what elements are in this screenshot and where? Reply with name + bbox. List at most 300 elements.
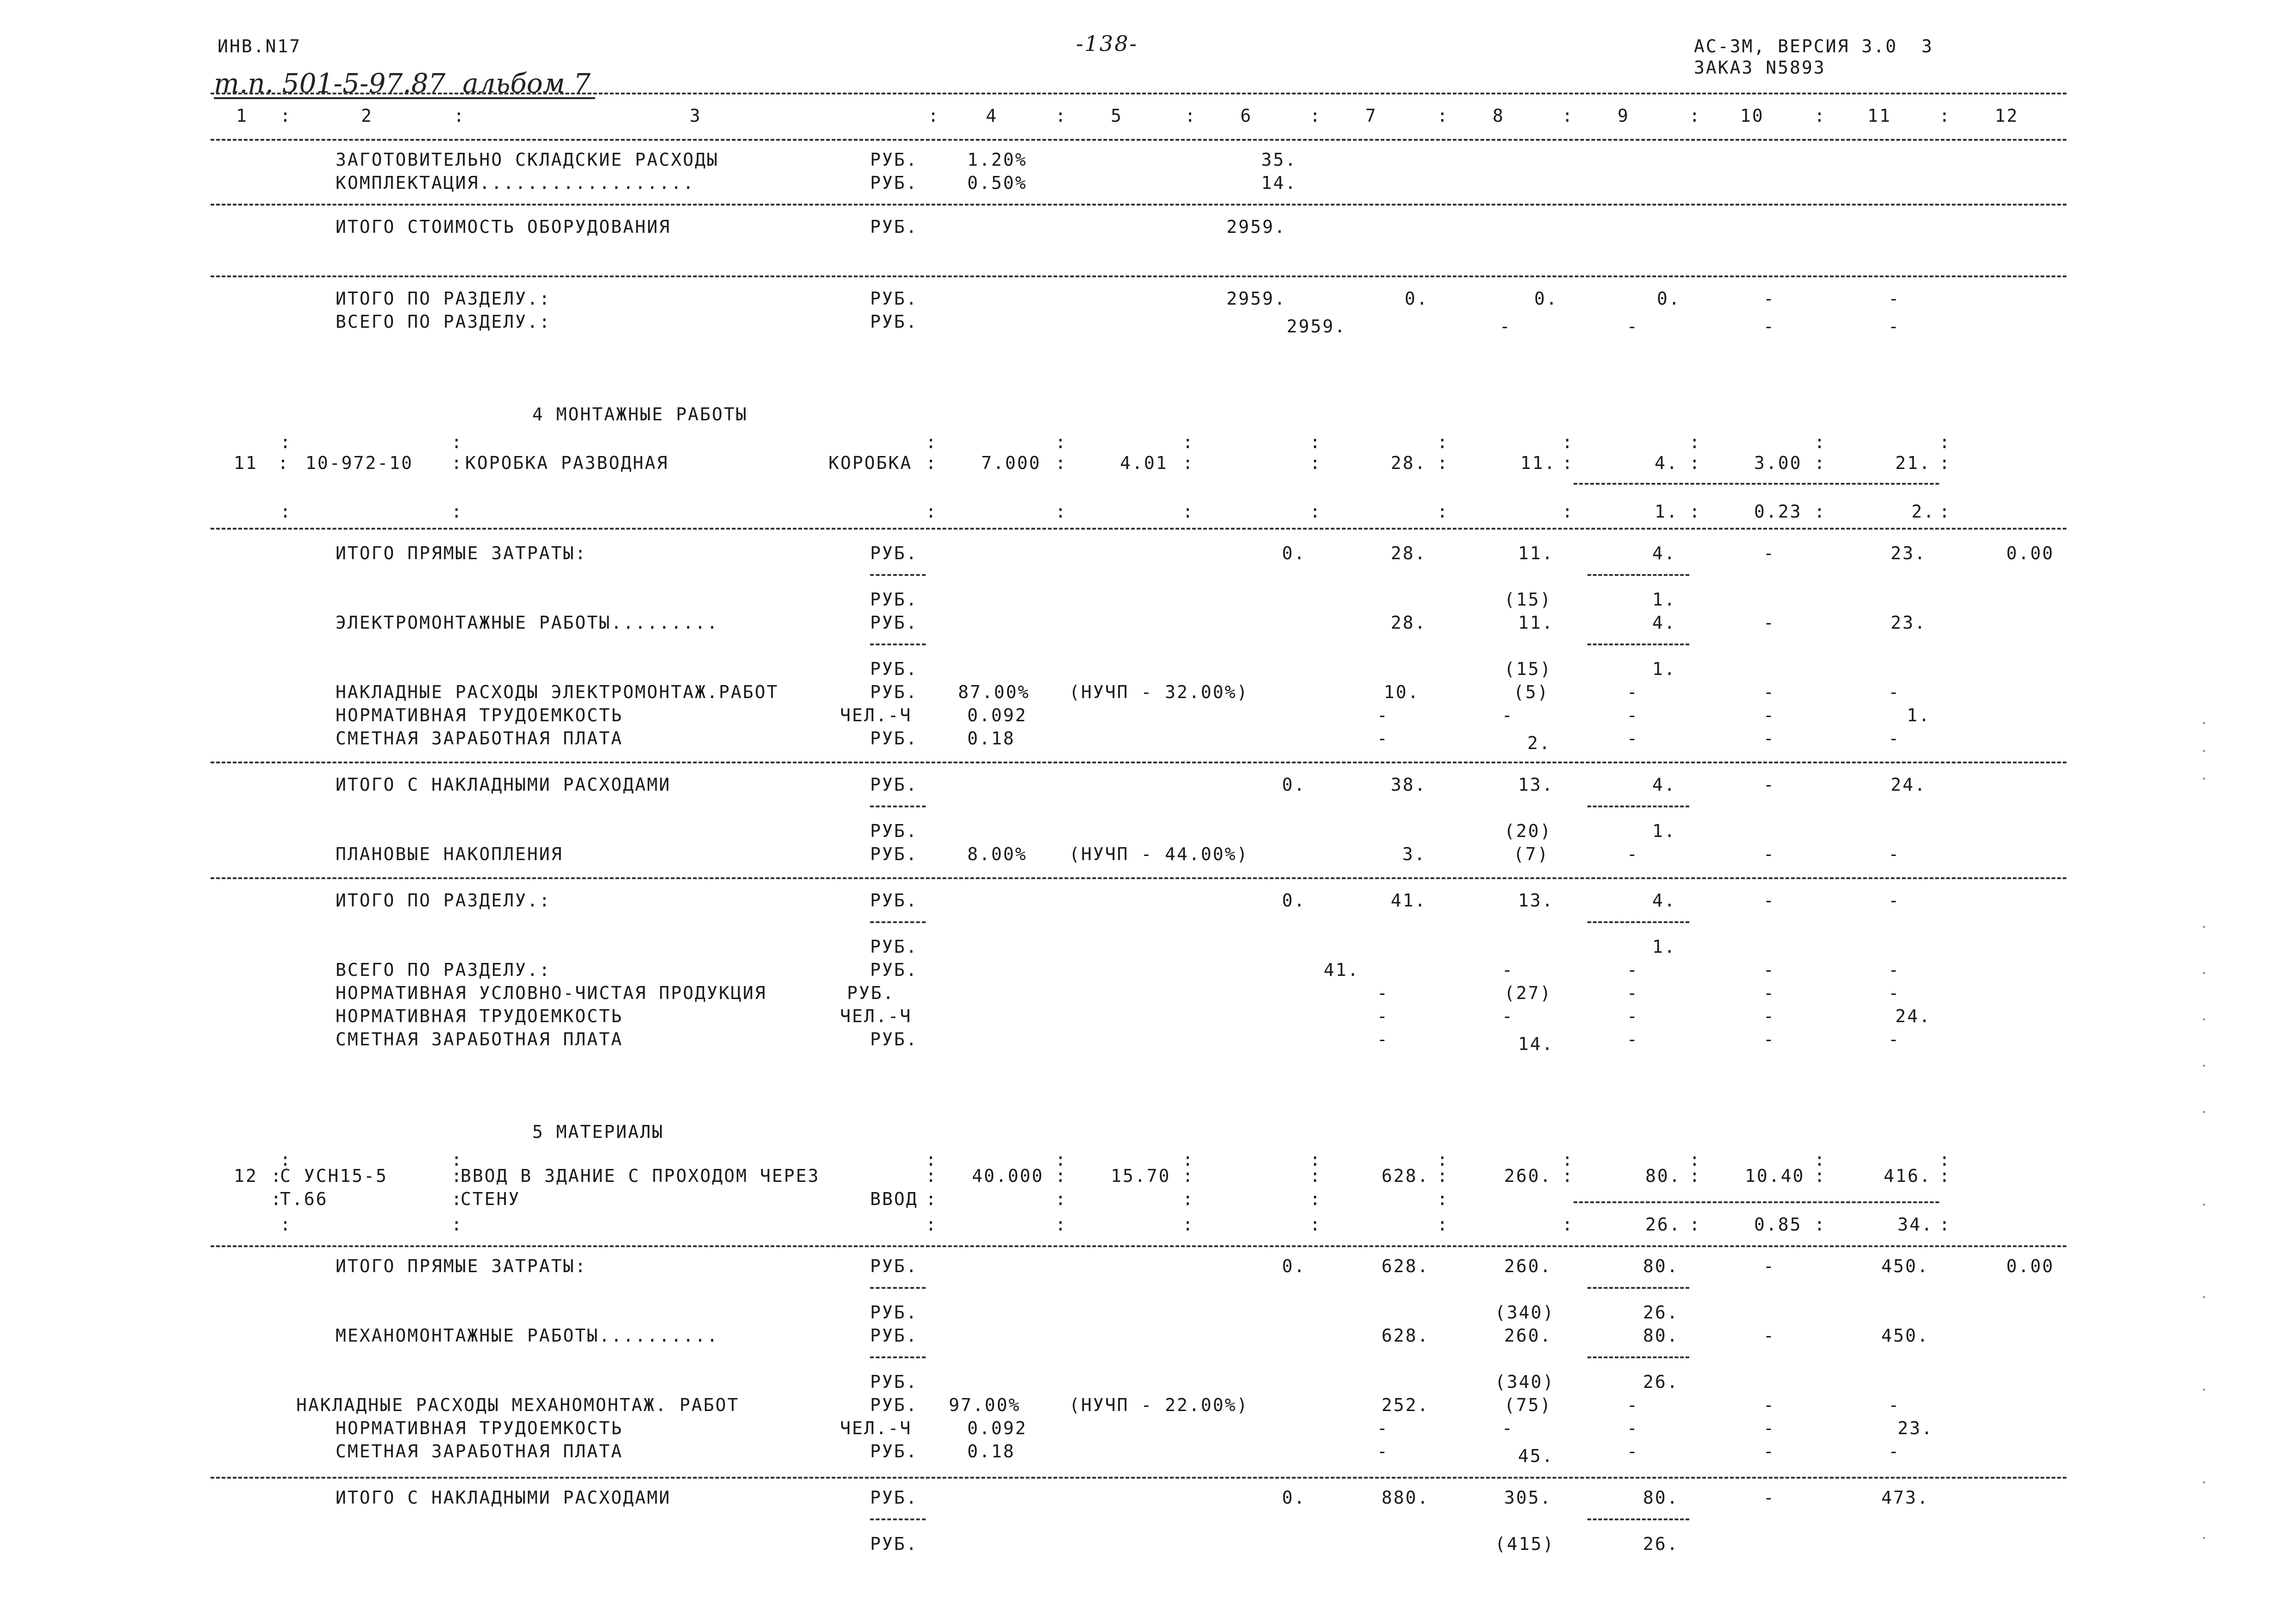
colon: : xyxy=(1437,432,1449,452)
sub-rule xyxy=(1574,1201,1939,1203)
row-c11: 1. xyxy=(1907,705,1931,725)
row-c8: 260. xyxy=(1504,1256,1552,1276)
row-c9: - xyxy=(1627,728,1639,749)
row-c10: - xyxy=(1763,288,1775,309)
colon: : xyxy=(280,501,292,522)
colon: : xyxy=(1310,432,1322,452)
row-c7: - xyxy=(1377,705,1389,725)
colon: : xyxy=(1562,1214,1574,1235)
row-unit: РУБ. xyxy=(870,1256,918,1276)
colon: : xyxy=(926,1166,938,1186)
colon: : xyxy=(451,1214,463,1235)
sub-rule xyxy=(1587,806,1689,807)
colon: : xyxy=(1689,106,1701,126)
row-unit: РУБ. xyxy=(847,983,895,1003)
colon: : xyxy=(928,106,940,126)
row-c10: - xyxy=(1763,1029,1775,1049)
colon: : xyxy=(1310,106,1322,126)
colon: : xyxy=(1055,1149,1067,1170)
sub-rule xyxy=(1587,921,1689,923)
row-pct: 8.00% xyxy=(967,844,1027,864)
row-label: НОРМАТИВНАЯ ТРУДОЕМКОСТЬ xyxy=(336,1418,623,1438)
row-unit: РУБ. xyxy=(870,890,918,911)
colon: : xyxy=(1939,432,1951,452)
colon: : xyxy=(1055,106,1067,126)
row-c8: - xyxy=(1502,705,1514,725)
colon: : xyxy=(280,1214,292,1235)
item-unit: ВВОД xyxy=(870,1189,918,1209)
colon: : xyxy=(1562,1166,1574,1186)
item-c9b: 1. xyxy=(1655,501,1679,522)
row-c7: 28. xyxy=(1391,612,1427,633)
row-c8: - xyxy=(1500,316,1512,337)
row-pct: 97.00% xyxy=(949,1395,1021,1415)
row-c9: 4. xyxy=(1652,775,1676,795)
row-nuchp: (НУЧП - 32.00%) xyxy=(1069,682,1249,702)
row-c8: - xyxy=(1502,960,1514,980)
row-c9: 4. xyxy=(1652,890,1676,911)
colon: : xyxy=(454,106,466,126)
item-name-2: СТЕНУ xyxy=(460,1189,521,1209)
row-unit: РУБ. xyxy=(870,937,918,957)
rule xyxy=(211,528,2066,530)
row-nuchp: (НУЧП - 22.00%) xyxy=(1069,1395,1249,1415)
item-price: 4.01 xyxy=(1120,453,1168,473)
inventory-number: ИНВ.N17 xyxy=(218,36,302,56)
row-c8: (75) xyxy=(1504,1395,1552,1415)
row-c9: - xyxy=(1627,1418,1639,1438)
row-c11: - xyxy=(1888,1029,1900,1049)
row-c11: - xyxy=(1888,728,1900,749)
item-unit: КОРОБКА xyxy=(828,453,913,473)
rule xyxy=(211,877,2066,879)
row-c11: 24. xyxy=(1895,1006,1931,1026)
row-c8: 13. xyxy=(1518,775,1554,795)
row-unit: РУБ. xyxy=(870,728,918,749)
scan-mark xyxy=(2203,750,2205,752)
item-c11: 416. xyxy=(1884,1166,1932,1186)
colon: : xyxy=(1814,1214,1826,1235)
colon: : xyxy=(451,453,463,473)
row-label: СМЕТНАЯ ЗАРАБОТНАЯ ПЛАТА xyxy=(336,1029,623,1049)
colon: : xyxy=(1939,1214,1951,1235)
colon: : xyxy=(1562,453,1574,473)
colon: : xyxy=(1182,1166,1195,1186)
rule xyxy=(211,139,2066,141)
row-c8: 11. xyxy=(1518,543,1554,563)
row-c10: - xyxy=(1763,890,1775,911)
row-nuchp: (НУЧП - 44.00%) xyxy=(1069,844,1249,864)
row-val: 0.18 xyxy=(967,728,1015,749)
colon: : xyxy=(926,501,938,522)
row-c7: - xyxy=(1377,1441,1389,1462)
row-c10: - xyxy=(1763,983,1775,1003)
row-c8: (15) xyxy=(1504,659,1552,679)
colon: : xyxy=(1939,501,1951,522)
row-c8: (340) xyxy=(1495,1302,1555,1323)
row-val: 0.092 xyxy=(967,1418,1027,1438)
rule xyxy=(211,93,2066,94)
row-c9: 4. xyxy=(1652,543,1676,563)
colon: : xyxy=(1055,1214,1067,1235)
row-c11: - xyxy=(1888,1395,1900,1415)
row-c11: 450. xyxy=(1881,1256,1929,1276)
colon: : xyxy=(1814,1166,1826,1186)
item-qty: 7.000 xyxy=(981,453,1041,473)
row-c8: (7) xyxy=(1513,844,1549,864)
item-c11b: 34. xyxy=(1898,1214,1934,1235)
colon: : xyxy=(1055,432,1067,452)
col-num: 8 xyxy=(1493,106,1505,126)
row-pct: 87.00% xyxy=(958,682,1030,702)
colon: : xyxy=(1185,106,1197,126)
colon: : xyxy=(1055,1166,1067,1186)
scan-mark xyxy=(2203,1204,2205,1206)
colon: : xyxy=(451,501,463,522)
rule xyxy=(211,204,2066,206)
row-label: ИТОГО ПРЯМЫЕ ЗАТРАТЫ: xyxy=(336,1256,587,1276)
row-c9: 1. xyxy=(1652,659,1676,679)
scan-mark xyxy=(2203,926,2205,928)
colon: : xyxy=(1182,1214,1195,1235)
colon: : xyxy=(451,432,463,452)
row-unit: РУБ. xyxy=(870,659,918,679)
row-unit: РУБ. xyxy=(870,1029,918,1049)
row-c8: 0. xyxy=(1534,288,1558,309)
row-c6: 0. xyxy=(1282,1256,1306,1276)
colon: : xyxy=(1689,453,1701,473)
row-label: ИТОГО С НАКЛАДНЫМИ РАСХОДАМИ xyxy=(336,775,671,795)
row-unit: РУБ. xyxy=(870,1534,918,1554)
row-c11: 23. xyxy=(1891,612,1927,633)
row-unit: РУБ. xyxy=(870,1325,918,1346)
sub-rule xyxy=(1587,1356,1689,1358)
colon: : xyxy=(451,1166,463,1186)
row-c7: 38. xyxy=(1391,775,1427,795)
item-c10b: 0.23 xyxy=(1754,501,1802,522)
colon: : xyxy=(1689,1166,1701,1186)
col-num: 6 xyxy=(1240,106,1252,126)
item-code-2: Т.66 xyxy=(280,1189,328,1209)
colon: : xyxy=(1182,453,1195,473)
rule xyxy=(211,1245,2066,1247)
rule xyxy=(211,1477,2066,1479)
section-title: 4 МОНТАЖНЫЕ РАБОТЫ xyxy=(532,404,748,425)
colon: : xyxy=(1437,1149,1449,1170)
item-price: 15.70 xyxy=(1111,1166,1171,1186)
row-c7: - xyxy=(1377,1029,1389,1049)
row-c7: - xyxy=(1377,1418,1389,1438)
sub-rule xyxy=(870,1287,926,1289)
colon: : xyxy=(1939,106,1951,126)
colon: : xyxy=(1437,1166,1449,1186)
row-c6: 14. xyxy=(1261,173,1297,193)
row-c7: - xyxy=(1377,1006,1389,1026)
row-c11: 450. xyxy=(1881,1325,1929,1346)
item-number: 11 xyxy=(234,453,258,473)
row-c7: 252. xyxy=(1381,1395,1430,1415)
row-unit: РУБ. xyxy=(870,612,918,633)
row-label: МЕХАНОМОНТАЖНЫЕ РАБОТЫ.......... xyxy=(336,1325,719,1346)
row-c7: 41. xyxy=(1391,890,1427,911)
row-c9: - xyxy=(1627,316,1639,337)
scan-mark xyxy=(2203,1537,2205,1539)
item-c7: 628. xyxy=(1381,1166,1430,1186)
row-c9: - xyxy=(1627,1441,1639,1462)
row-c7: - xyxy=(1377,983,1389,1003)
colon: : xyxy=(1689,1214,1701,1235)
colon: : xyxy=(1055,453,1067,473)
item-code: С УСН15-5 xyxy=(280,1166,388,1186)
row-label: НОРМАТИВНАЯ ТРУДОЕМКОСТЬ xyxy=(336,1006,623,1026)
row-c10: - xyxy=(1763,316,1775,337)
colon: : xyxy=(1437,106,1449,126)
row-c11: - xyxy=(1888,288,1900,309)
row-unit: РУБ. xyxy=(870,1372,918,1392)
row-c9: - xyxy=(1627,960,1639,980)
row-c8: 13. xyxy=(1518,890,1554,911)
row-c9: 1. xyxy=(1652,937,1676,957)
row-c11: - xyxy=(1888,316,1900,337)
row-c9: 26. xyxy=(1643,1534,1679,1554)
row-c11: - xyxy=(1888,960,1900,980)
colon: : xyxy=(1562,432,1574,452)
row-c9: 1. xyxy=(1652,821,1676,841)
row-c7: - xyxy=(1377,728,1389,749)
row-c10: - xyxy=(1763,1418,1775,1438)
row-unit: РУБ. xyxy=(870,312,918,332)
row-label: ИТОГО ПРЯМЫЕ ЗАТРАТЫ: xyxy=(336,543,587,563)
row-c10: - xyxy=(1763,612,1775,633)
colon: : xyxy=(271,1166,283,1186)
row-c10: - xyxy=(1763,960,1775,980)
row-c8: - xyxy=(1502,1006,1514,1026)
order-number: ЗАКАЗ N5893 xyxy=(1694,57,1826,78)
scan-mark xyxy=(2203,1018,2205,1020)
colon: : xyxy=(1310,1166,1322,1186)
row-c9: 80. xyxy=(1643,1487,1679,1508)
row-unit: РУБ. xyxy=(870,844,918,864)
row-c10: - xyxy=(1763,705,1775,725)
colon: : xyxy=(926,432,938,452)
row-unit: РУБ. xyxy=(870,173,918,193)
scan-mark xyxy=(2203,1111,2205,1113)
row-c10: - xyxy=(1763,543,1775,563)
colon: : xyxy=(926,1149,938,1170)
row-c8: 11. xyxy=(1518,612,1554,633)
row-c10: - xyxy=(1763,1256,1775,1276)
row-c7: 880. xyxy=(1381,1487,1430,1508)
item-c10b: 0.85 xyxy=(1754,1214,1802,1235)
row-c11: - xyxy=(1888,890,1900,911)
scan-mark xyxy=(2203,1481,2205,1483)
row-c9: 4. xyxy=(1652,612,1676,633)
sub-rule xyxy=(870,921,926,923)
colon: : xyxy=(1814,106,1826,126)
sub-rule xyxy=(1587,643,1689,645)
row-c9: - xyxy=(1627,983,1639,1003)
row-unit: РУБ. xyxy=(870,682,918,702)
row-c9: - xyxy=(1627,1006,1639,1026)
col-num: 3 xyxy=(690,106,702,126)
row-label: ЗАГОТОВИТЕЛЬНО СКЛАДСКИЕ РАСХОДЫ xyxy=(336,150,719,170)
row-c9: 1. xyxy=(1652,589,1676,610)
row-c6: 0. xyxy=(1282,775,1306,795)
colon: : xyxy=(1310,501,1322,522)
row-pct: 0.50% xyxy=(967,173,1027,193)
row-unit: ЧЕЛ.-Ч xyxy=(840,1418,912,1438)
row-c8: 305. xyxy=(1504,1487,1552,1508)
row-c12: 0.00 xyxy=(2006,543,2054,563)
row-c9: 0. xyxy=(1657,288,1681,309)
page-number: -138- xyxy=(1076,31,1138,56)
handwritten-reference: т.п. 501-5-97.87 альбом 7 xyxy=(214,69,595,99)
row-c11: - xyxy=(1888,1441,1900,1462)
row-c8: (20) xyxy=(1504,821,1552,841)
colon: : xyxy=(1562,1149,1574,1170)
item-code: 10-972-10 xyxy=(305,453,413,473)
colon: : xyxy=(1310,1189,1322,1209)
row-c12: 0.00 xyxy=(2006,1256,2054,1276)
col-num: 10 xyxy=(1740,106,1764,126)
item-c9: 4. xyxy=(1655,453,1679,473)
row-c11: - xyxy=(1888,983,1900,1003)
row-val: 0.18 xyxy=(967,1441,1015,1462)
item-c7: 28. xyxy=(1391,453,1427,473)
scan-mark xyxy=(2203,778,2205,780)
row-c6: 35. xyxy=(1261,150,1297,170)
colon: : xyxy=(1814,1149,1826,1170)
row-label: ПЛАНОВЫЕ НАКОПЛЕНИЯ xyxy=(336,844,563,864)
row-unit: РУБ. xyxy=(870,217,918,237)
row-c9: 80. xyxy=(1643,1256,1679,1276)
row-label: ВСЕГО ПО РАЗДЕЛУ.: xyxy=(336,312,551,332)
row-unit: РУБ. xyxy=(870,589,918,610)
row-unit: РУБ. xyxy=(870,821,918,841)
row-label: СМЕТНАЯ ЗАРАБОТНАЯ ПЛАТА xyxy=(336,728,623,749)
row-label: КОМПЛЕКТАЦИЯ.................. xyxy=(336,173,695,193)
col-num: 2 xyxy=(361,106,373,126)
row-c10: - xyxy=(1763,1395,1775,1415)
row-c6: 0. xyxy=(1282,890,1306,911)
colon: : xyxy=(280,106,292,126)
scan-mark xyxy=(2203,1296,2205,1298)
colon: : xyxy=(1182,1189,1195,1209)
row-c8: 2. xyxy=(1527,733,1551,753)
colon: : xyxy=(280,1149,292,1170)
row-unit: РУБ. xyxy=(870,775,918,795)
sub-rule xyxy=(870,643,926,645)
item-c8: 260. xyxy=(1504,1166,1552,1186)
colon: : xyxy=(1689,1149,1701,1170)
row-val: 0.092 xyxy=(967,705,1027,725)
row-label: ВСЕГО ПО РАЗДЕЛУ.: xyxy=(336,960,551,980)
colon: : xyxy=(1310,1214,1322,1235)
item-c11: 21. xyxy=(1895,453,1931,473)
row-unit: ЧЕЛ.-Ч xyxy=(840,1006,912,1026)
colon: : xyxy=(1310,453,1322,473)
row-c10: - xyxy=(1763,1487,1775,1508)
row-label: НАКЛАДНЫЕ РАСХОДЫ ЭЛЕКТРОМОНТАЖ.РАБОТ xyxy=(336,682,779,702)
item-c8: 11. xyxy=(1520,453,1556,473)
row-c9: 26. xyxy=(1643,1302,1679,1323)
row-c10: - xyxy=(1763,728,1775,749)
scan-mark xyxy=(2203,1065,2205,1067)
row-unit: РУБ. xyxy=(870,1487,918,1508)
row-unit: РУБ. xyxy=(870,150,918,170)
item-name: ВВОД В ЗДАНИЕ С ПРОХОДОМ ЧЕРЕЗ xyxy=(460,1166,820,1186)
scan-mark xyxy=(2203,722,2205,724)
colon: : xyxy=(1055,1189,1067,1209)
section-title: 5 МАТЕРИАЛЫ xyxy=(532,1122,664,1142)
row-c7: 628. xyxy=(1381,1325,1430,1346)
row-c10: - xyxy=(1763,775,1775,795)
row-c11: 23. xyxy=(1898,1418,1934,1438)
row-unit: РУБ. xyxy=(870,288,918,309)
row-label: ИТОГО С НАКЛАДНЫМИ РАСХОДАМИ xyxy=(336,1487,671,1508)
row-c8: (5) xyxy=(1513,682,1549,702)
colon: : xyxy=(1437,1214,1449,1235)
row-c11: 24. xyxy=(1891,775,1927,795)
rule xyxy=(211,275,2066,277)
colon: : xyxy=(1310,1149,1322,1170)
row-c9: - xyxy=(1627,705,1639,725)
row-c9: - xyxy=(1627,1029,1639,1049)
row-c8: (340) xyxy=(1495,1372,1555,1392)
sub-rule xyxy=(1574,483,1939,485)
colon: : xyxy=(280,432,292,452)
sub-rule xyxy=(870,1356,926,1358)
row-unit: РУБ. xyxy=(870,1395,918,1415)
colon: : xyxy=(926,1189,938,1209)
row-c6: 0. xyxy=(1282,543,1306,563)
row-pct: 1.20% xyxy=(967,150,1027,170)
row-c9: - xyxy=(1627,1395,1639,1415)
row-c7: 3. xyxy=(1402,844,1426,864)
row-c6: 0. xyxy=(1282,1487,1306,1508)
row-c10: - xyxy=(1763,1441,1775,1462)
col-num: 5 xyxy=(1111,106,1123,126)
row-c6: 2959. xyxy=(1226,288,1287,309)
row-label: НАКЛАДНЫЕ РАСХОДЫ МЕХАНОМОНТАЖ. РАБОТ xyxy=(296,1395,740,1415)
sub-rule xyxy=(1587,574,1689,576)
row-c8: 45. xyxy=(1518,1446,1554,1466)
colon: : xyxy=(1689,501,1701,522)
row-c9: 26. xyxy=(1643,1372,1679,1392)
item-c10: 3.00 xyxy=(1754,453,1802,473)
colon: : xyxy=(1814,453,1826,473)
colon: : xyxy=(1182,1149,1195,1170)
colon: : xyxy=(1182,432,1195,452)
row-c8: 14. xyxy=(1518,1034,1554,1054)
rule xyxy=(211,762,2066,763)
row-label: ИТОГО ПО РАЗДЕЛУ.: xyxy=(336,288,551,309)
row-c7: 0. xyxy=(1405,288,1429,309)
col-num: 4 xyxy=(986,106,998,126)
row-c10: - xyxy=(1763,1325,1775,1346)
row-c9: - xyxy=(1627,844,1639,864)
col-num: 12 xyxy=(1995,106,2019,126)
row-label: СМЕТНАЯ ЗАРАБОТНАЯ ПЛАТА xyxy=(336,1441,623,1462)
colon: : xyxy=(1182,501,1195,522)
colon: : xyxy=(926,1214,938,1235)
row-c10: - xyxy=(1763,844,1775,864)
row-c10: - xyxy=(1763,1006,1775,1026)
row-c11: - xyxy=(1888,844,1900,864)
colon: : xyxy=(451,1189,463,1209)
row-unit: РУБ. xyxy=(870,1302,918,1323)
sub-rule xyxy=(1587,1518,1689,1520)
